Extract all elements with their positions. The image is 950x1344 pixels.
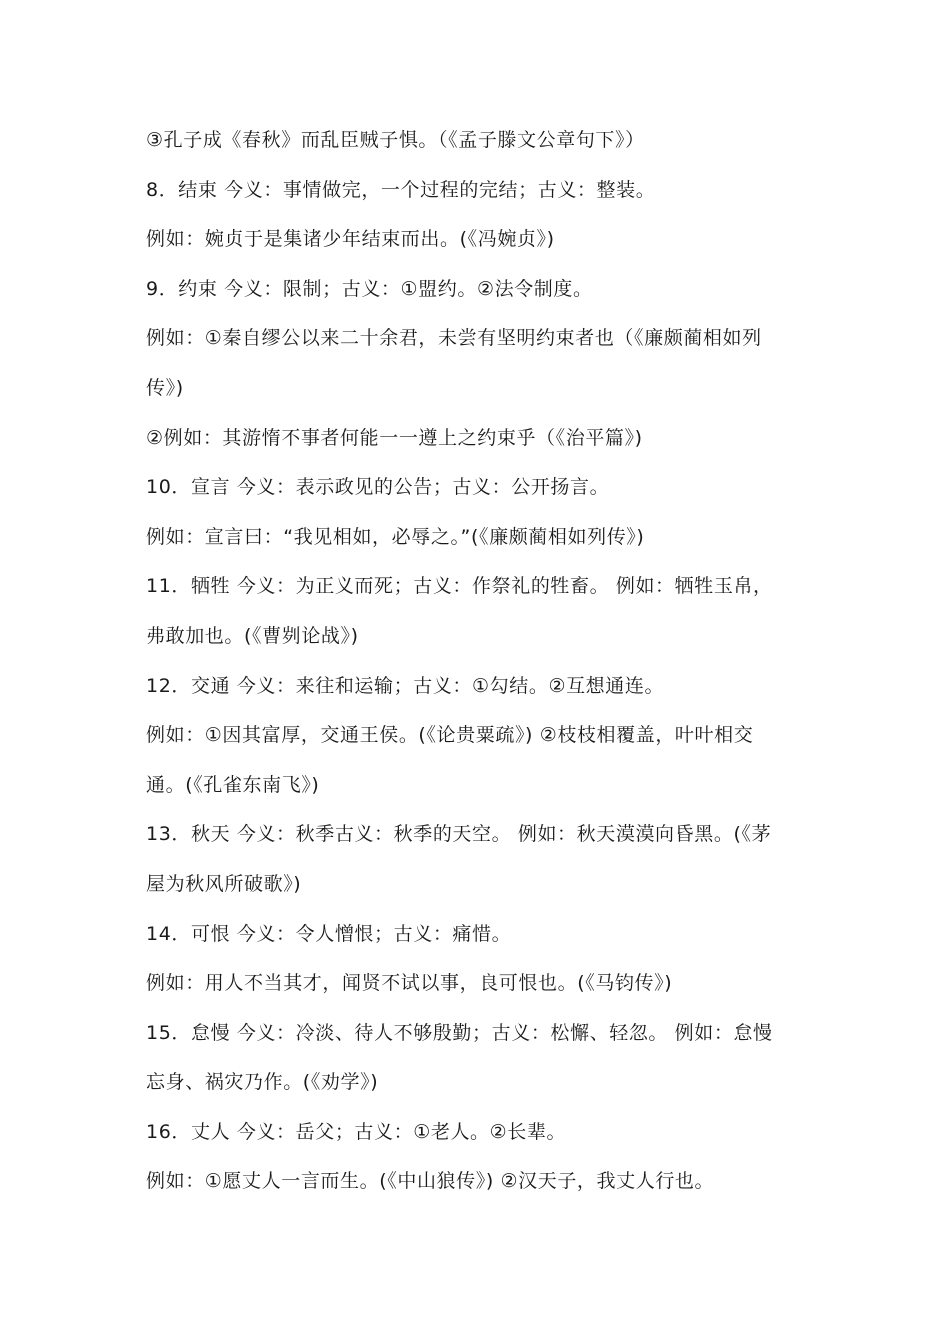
text-line: 弗敢加也。(《曹刿论战》) <box>146 624 359 647</box>
text-line: 例如：①秦自缪公以来二十余君，未尝有坚明约束者也（《廉颇蔺相如列 <box>146 327 762 350</box>
document-body <box>146 116 811 1207</box>
text-line: 例如：宣言曰：“我见相如，必辱之。”(《廉颇蔺相如列传》) <box>146 525 645 548</box>
text-line: 忘身、祸灾乃作。(《劝学》) <box>146 1071 379 1094</box>
text-line: 14．可恨 今义：令人憎恨；古义：痛惜。 <box>146 922 512 945</box>
text-line: 例如：婉贞于是集诸少年结束而出。(《冯婉贞》) <box>146 228 555 251</box>
text-line: 12．交通 今义：来往和运输；古义：①勾结。②互想通连。 <box>146 674 665 697</box>
text-line: 9．约束 今义：限制；古义：①盟约。②法令制度。 <box>146 277 593 300</box>
text-line: 通。(《孔雀东南飞》) <box>146 773 320 796</box>
text-line: 传》) <box>146 376 184 399</box>
text-line: 11．牺牲 今义：为正义而死；古义：作祭礼的牲畜。 例如：牺牲玉帛， <box>146 575 773 598</box>
text-line: ②例如：其游惰不事者何能一一遵上之约束乎（《治平篇》) <box>146 426 643 449</box>
text-line: 10．宣言 今义：表示政见的公告；古义：公开扬言。 <box>146 476 610 499</box>
text-line: 例如：用人不当其才，闻贤不试以事，良可恨也。(《马钧传》) <box>146 972 673 995</box>
text-line: 屋为秋风所破歌》) <box>146 872 302 895</box>
text-line: ③孔子成《春秋》而乱臣贼子惧。（《孟子滕文公章句下》） <box>146 129 645 151</box>
text-line: 例如：①愿丈人一言而生。(《中山狼传》) ②汉天子，我丈人行也。 <box>146 1170 715 1193</box>
text-line: 16．丈人 今义：岳父；古义：①老人。②长辈。 <box>146 1120 567 1143</box>
text-line: 例如：①因其富厚，交通王侯。(《论贵粟疏》) ②枝枝相覆盖，叶叶相交 <box>146 724 754 747</box>
text-line: 13．秋天 今义：秋季古义：秋季的天空。 例如：秋天漠漠向昏黑。(《茅 <box>146 823 772 846</box>
text-line: 8．结束 今义：事情做完，一个过程的完结；古义：整装。 <box>146 178 656 201</box>
text-line: 15．怠慢 今义：冷淡、待人不够殷勤；古义：松懈、轻忽。 例如：怠慢 <box>146 1021 773 1044</box>
